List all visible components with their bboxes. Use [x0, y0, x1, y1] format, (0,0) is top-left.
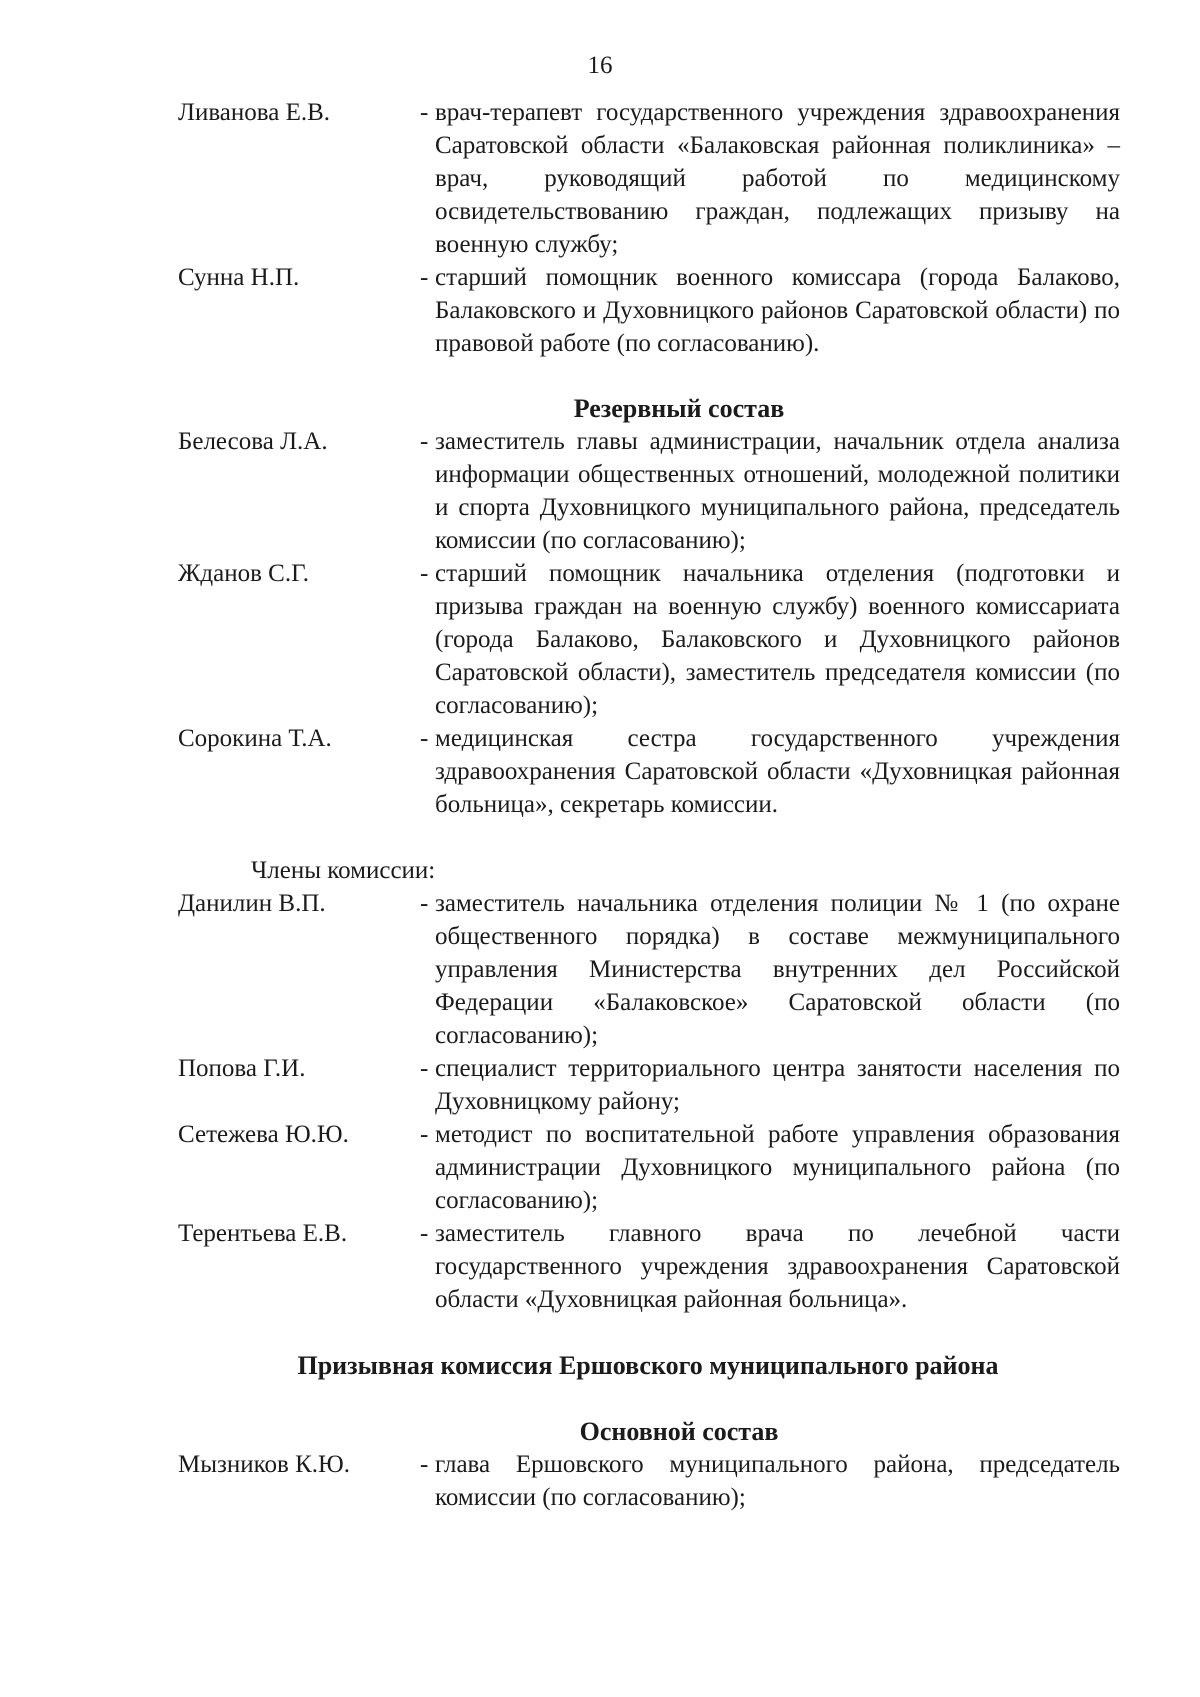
dash: - — [420, 1121, 429, 1148]
dash: - — [420, 1055, 429, 1082]
section-heading-reserve: Резервный состав — [573, 394, 785, 423]
member-name: Ливанова Е.В. — [178, 99, 331, 126]
member-name: Сунна Н.П. — [178, 264, 300, 291]
member-entry — [178, 1052, 1120, 1118]
page-number: 16 — [587, 52, 613, 79]
member-entry — [178, 261, 1120, 360]
dash: - — [420, 725, 429, 752]
member-entry — [178, 1448, 1120, 1514]
dash: - — [420, 1220, 429, 1247]
member-role: старший помощник военного комиссара (города Балаково, Балаковского и Духовницкого районов Саратовской области) по правовой работе (по согласованию). — [435, 264, 1120, 357]
member-role: медицинская сестра государственного учреждения здравоохранения Саратовской области «Духовницкая районная больница», секретарь комиссии. — [435, 725, 1120, 818]
member-entry — [178, 96, 1120, 261]
section-heading-main: Основной состав — [579, 1417, 779, 1446]
member-name: Попова Г.И. — [178, 1055, 306, 1082]
member-name: Данилин В.П. — [178, 890, 326, 917]
member-name: Терентьева Е.В. — [178, 1220, 348, 1247]
member-role: методист по воспитательной работе управления образования администрации Духовницкого муниципального района (по согласованию); — [435, 1121, 1120, 1214]
member-role: заместитель начальника отделения полиции № 1 (по охране общественного порядка) в составе межмуниципального управления Министерства внутренних дел Российской Федерации «Балаковское» Саратовской области (по согласованию); — [435, 890, 1120, 1049]
member-role: глава Ершовского муниципального района, председатель комиссии (по согласованию); — [435, 1451, 1120, 1511]
dash: - — [420, 890, 429, 917]
member-name: Жданов С.Г. — [178, 560, 309, 587]
document-body — [178, 96, 1120, 1514]
member-role: заместитель главы администрации, начальник отдела анализа информации общественных отношений, молодежной политики и спорта Духовницкого муниципального района, председатель комиссии (по согласованию); — [435, 428, 1120, 554]
member-entry — [178, 557, 1120, 722]
dash: - — [420, 1451, 429, 1478]
member-role: заместитель главного врача по лечебной части государственного учреждения здравоохранения Саратовской области «Духовницкая районная больница». — [435, 1220, 1120, 1313]
member-entry — [178, 722, 1120, 821]
members-subheading: Члены комиссии: — [251, 857, 436, 884]
dash: - — [420, 428, 429, 455]
member-role: старший помощник начальника отделения (подготовки и призыва граждан на военную службу) военного комиссариата (города Балаково, Балаковского и Духовницкого районов Саратовской области), заместитель председателя комиссии (по согласованию); — [435, 560, 1120, 719]
member-entry — [178, 1217, 1120, 1316]
member-entry — [178, 887, 1120, 1052]
member-role: специалист территориального центра занятости населения по Духовницкому району; — [435, 1055, 1120, 1115]
member-entry — [178, 425, 1120, 557]
member-role: врач-терапевт государственного учреждения здравоохранения Саратовской области «Балаковская районная поликлиника» – врач, руководящий работой по медицинскому освидетельствованию граждан, подлежащих призыву на военную службу; — [435, 99, 1120, 258]
member-name: Сетежева Ю.Ю. — [178, 1121, 349, 1148]
dash: - — [420, 264, 429, 291]
dash: - — [420, 99, 429, 126]
member-name: Мызников К.Ю. — [178, 1451, 350, 1478]
commission-title: Призывная комиссия Ершовского муниципального района — [297, 1351, 999, 1380]
member-entry — [178, 1118, 1120, 1217]
dash: - — [420, 560, 429, 587]
member-name: Белесова Л.А. — [178, 428, 328, 455]
member-name: Сорокина Т.А. — [178, 725, 332, 752]
